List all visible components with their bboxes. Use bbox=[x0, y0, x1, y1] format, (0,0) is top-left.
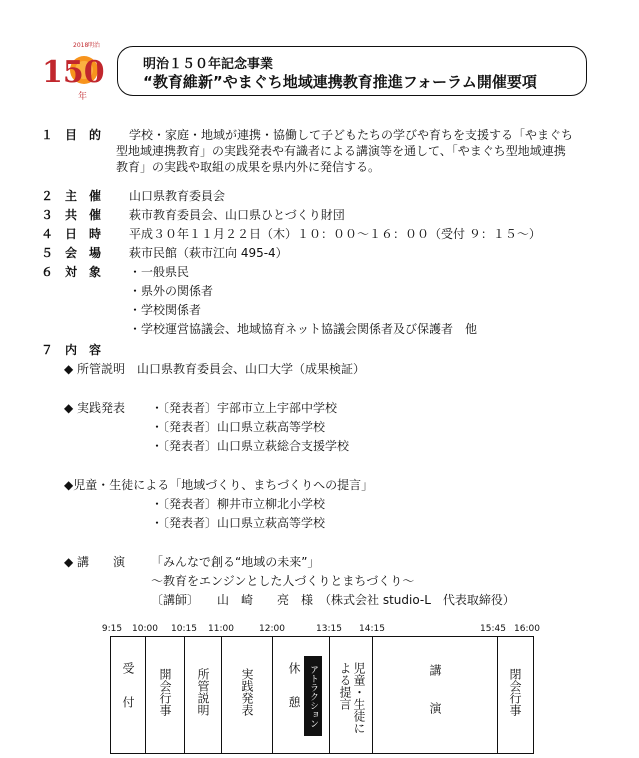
target-item: ・学校運営協議会、地域協育ネット協議会関係者及び保護者 他 bbox=[129, 322, 478, 336]
timeline-block-break: 休憩 bbox=[287, 662, 301, 730]
timeline-block-attraction: アトラクション bbox=[304, 656, 322, 736]
logo-era: 明治 bbox=[88, 42, 101, 49]
section-4-label: 日 時 bbox=[65, 227, 102, 241]
time-label: 16:00 bbox=[514, 624, 540, 634]
section-1-label: 目 的 bbox=[65, 128, 102, 142]
cohost-value: 萩市教育委員会、山口県ひとづくり財団 bbox=[129, 208, 345, 222]
timeline-block-opening: 開会行事 bbox=[158, 668, 172, 716]
timeline-block-closing: 閉会行事 bbox=[508, 668, 522, 716]
timeline-divider bbox=[372, 636, 373, 754]
header-title: “教育維新”やまぐち地域連携教育推進フォーラム開催要項 bbox=[143, 73, 537, 91]
logo-year: 2018 bbox=[73, 42, 89, 49]
lecture-title: 「みんなで創る“地域の未来”」 bbox=[151, 555, 320, 569]
purpose-line-1: 学校・家庭・地域が連携・協働して子どもたちの学びや育ちを支援する「やまぐち bbox=[129, 128, 574, 142]
venue-value: 萩市民館（萩市江向 495-4） bbox=[129, 246, 288, 260]
section-6-label: 対 象 bbox=[65, 265, 102, 279]
timeline-divider bbox=[272, 636, 273, 754]
lecturer: 〔講師〕 山 崎 亮 様 （株式会社 studio-L 代表取締役） bbox=[151, 593, 515, 607]
target-item: ・学校関係者 bbox=[129, 303, 202, 317]
logo-suffix: 年 bbox=[78, 92, 88, 102]
section-2-label: 主 催 bbox=[65, 189, 102, 203]
timeline-block-proposal: 児童・生徒による提言 bbox=[338, 662, 366, 734]
section-6-num: ６ bbox=[41, 265, 54, 279]
time-label: 10:00 bbox=[132, 624, 158, 634]
time-label: 12:00 bbox=[259, 624, 285, 634]
timeline-divider bbox=[329, 636, 330, 754]
timeline-block-explanation: 所管説明 bbox=[196, 668, 210, 716]
section-5-label: 会 場 bbox=[65, 246, 102, 260]
timeline-divider bbox=[497, 636, 498, 754]
time-label: 11:00 bbox=[208, 624, 234, 634]
section-7-label: 内 容 bbox=[65, 343, 102, 357]
section-3-label: 共 催 bbox=[65, 208, 102, 222]
section-7-num: ７ bbox=[41, 343, 54, 357]
section-3-num: ３ bbox=[41, 208, 54, 222]
lecture-subtitle: ～教育をエンジンとした人づくりとまちづくり～ bbox=[151, 574, 415, 588]
header-subtitle: 明治１５０年記念事業 bbox=[143, 57, 274, 72]
proposal-presenter: ・〔発表者〕山口県立萩高等学校 bbox=[151, 516, 326, 530]
time-label: 10:15 bbox=[171, 624, 197, 634]
practice-presenter: ・〔発表者〕山口県立萩総合支援学校 bbox=[151, 439, 350, 453]
content-explanation: ◆ 所管説明 山口県教育委員会、山口大学（成果検証） bbox=[64, 362, 366, 376]
time-label: 13:15 bbox=[316, 624, 342, 634]
section-5-num: ５ bbox=[41, 246, 54, 260]
time-label: 15:45 bbox=[480, 624, 506, 634]
timeline-divider bbox=[184, 636, 185, 754]
purpose-line-2: 型地域連携教育」の実践発表や有識者による講演等を通して、「やまぐち型地域連携 bbox=[116, 144, 566, 158]
target-item: ・一般県民 bbox=[129, 265, 190, 279]
section-1-num: １ bbox=[41, 128, 54, 142]
date-value: 平成３０年１１月２２日（木）１０：００～１６：００（受付 ９：１５～） bbox=[129, 227, 541, 241]
lecture-label: ◆ 講 演 bbox=[64, 555, 126, 569]
target-item: ・県外の関係者 bbox=[129, 284, 214, 298]
time-label: 9:15 bbox=[101, 624, 123, 634]
schedule-timeline bbox=[110, 636, 534, 754]
time-label: 14:15 bbox=[359, 624, 385, 634]
practice-label: ◆ 実践発表 bbox=[64, 401, 126, 415]
section-2-num: ２ bbox=[41, 189, 54, 203]
timeline-block-reception: 受付 bbox=[121, 662, 135, 730]
purpose-line-3: 教育」の実践や取組の成果を県内外に発信する。 bbox=[116, 160, 381, 174]
timeline-divider bbox=[145, 636, 146, 754]
practice-presenter: ・〔発表者〕山口県立萩高等学校 bbox=[151, 420, 326, 434]
meiji-150-logo bbox=[40, 38, 110, 102]
host-value: 山口県教育委員会 bbox=[129, 189, 226, 203]
proposal-presenter: ・〔発表者〕柳井市立柳北小学校 bbox=[151, 497, 326, 511]
timeline-divider bbox=[221, 636, 222, 754]
practice-presenter: ・〔発表者〕宇部市立上宇部中学校 bbox=[151, 401, 338, 415]
section-4-num: ４ bbox=[41, 227, 54, 241]
timeline-block-practice: 実践発表 bbox=[240, 668, 254, 716]
timeline-block-lecture: 講演 bbox=[428, 664, 442, 740]
proposal-label: ◆児童・生徒による「地域づくり、まちづくりへの提言」 bbox=[64, 478, 374, 492]
logo-number: 150 bbox=[42, 55, 105, 90]
